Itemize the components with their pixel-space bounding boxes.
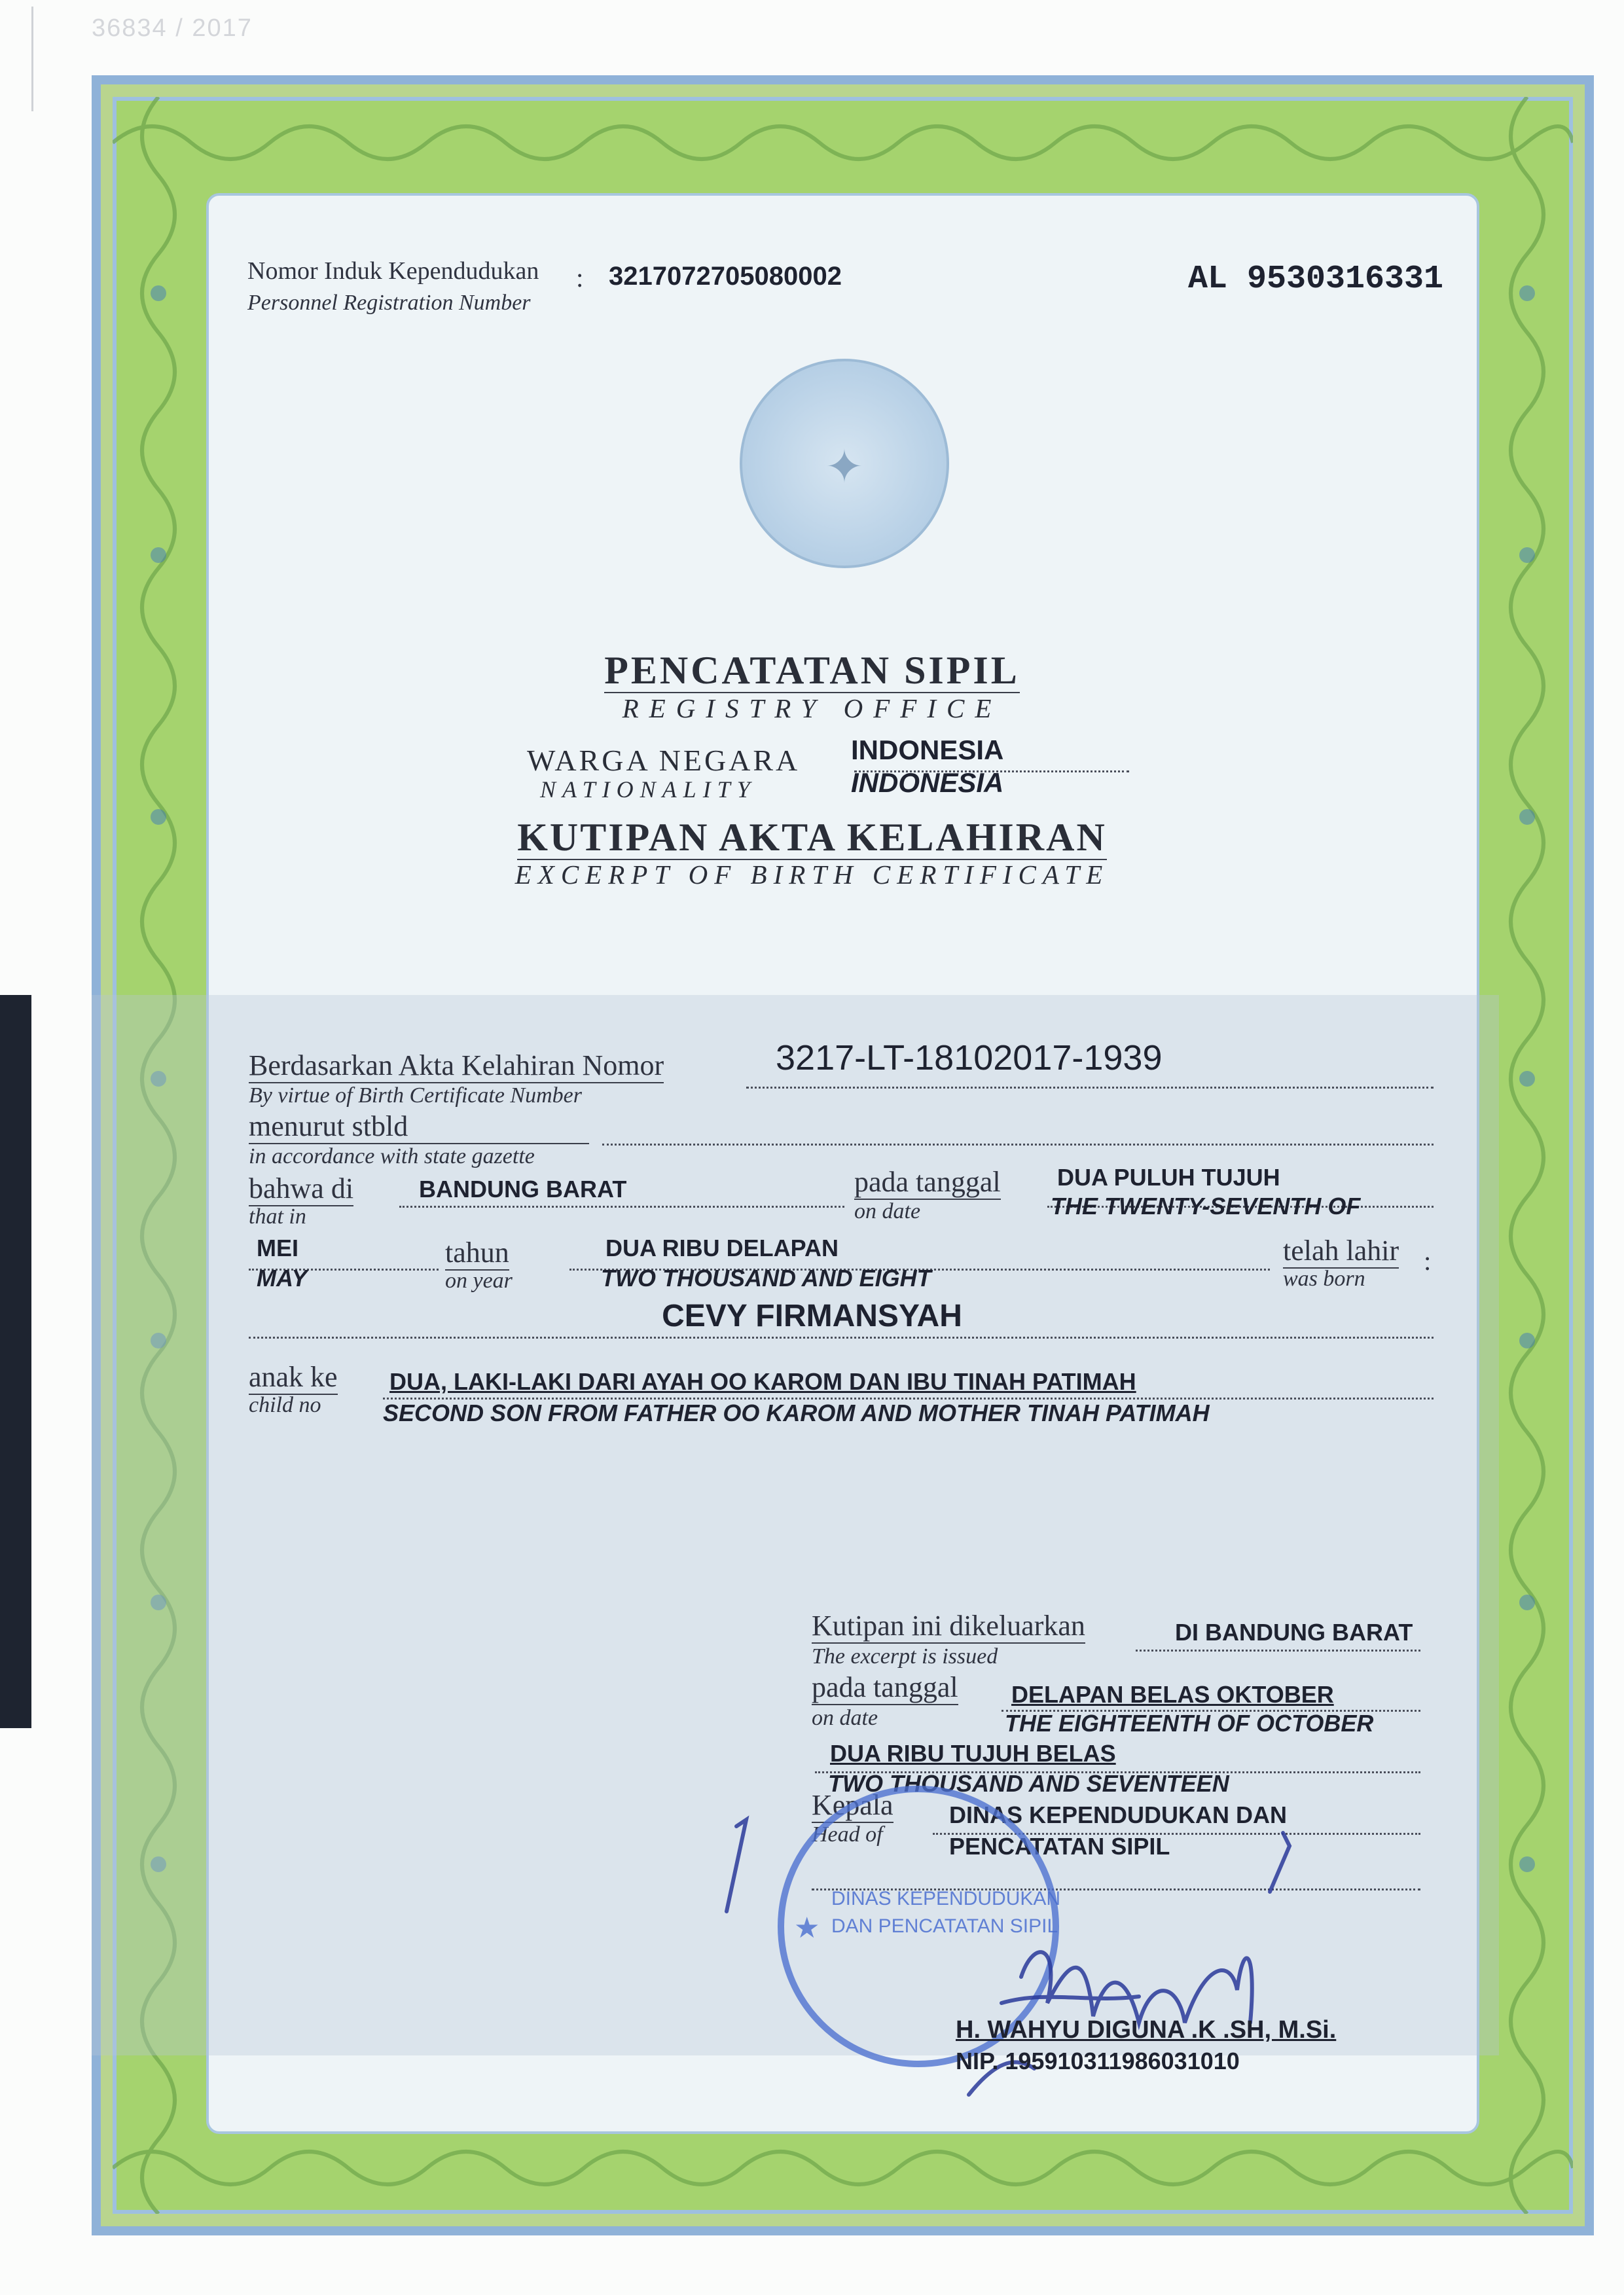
nik-colon: : (576, 262, 584, 293)
child-no-value: DUA, LAKI-LAKI DARI AYAH OO KAROM DAN IBU TINAH PATIMAH (389, 1368, 1136, 1395)
cert-no-label-en: By virtue of Birth Certificate Number (249, 1083, 582, 1108)
scan-shadow (0, 995, 31, 1728)
year-label: tahun (445, 1236, 509, 1271)
garuda-emblem (740, 359, 949, 568)
issue-date-value-en: THE EIGHTEENTH OF OCTOBER (1005, 1710, 1374, 1737)
issued-place: DI BANDUNG BARAT (1175, 1619, 1413, 1646)
official-nip: NIP. 195910311986031010 (956, 2048, 1240, 2074)
nik-value: 3217072705080002 (609, 262, 842, 291)
stamp-line-1: DINAS KEPENDUDUKAN (831, 1888, 1061, 1909)
child-no-label: anak ke (249, 1360, 338, 1395)
nik-label: Nomor Induk Kependudukan (247, 257, 539, 285)
stamp-star-icon: ★ (794, 1912, 820, 1944)
nationality-value: INDONESIA (851, 734, 1004, 765)
stbld-label: menurut stbld (249, 1110, 589, 1144)
issued-label: Kutipan ini dikeluarkan (812, 1609, 1085, 1644)
place-label-en: that in (249, 1204, 306, 1229)
nik-label-en: Personnel Registration Number (247, 291, 531, 315)
nationality-label: WARGA NEGARA (527, 744, 801, 777)
month-value: MEI (257, 1235, 299, 1261)
issue-date-value: DELAPAN BELAS OKTOBER (1011, 1681, 1334, 1708)
cert-no-label: Berdasarkan Akta Kelahiran Nomor (249, 1049, 664, 1083)
document-title-en: EXCERPT OF BIRTH CERTIFICATE (514, 859, 1110, 890)
issue-date-label-en: on date (812, 1706, 878, 1730)
stbld-line (602, 1110, 1434, 1146)
serial-number: AL 9530316331 (1188, 261, 1444, 298)
nationality-label-en: NATIONALITY (540, 776, 757, 803)
born-label-en: was born (1283, 1267, 1365, 1291)
year-label-en: on year (445, 1269, 513, 1293)
child-name: CEVY FIRMANSYAH (662, 1299, 962, 1333)
issued-label-en: The excerpt is issued (812, 1644, 998, 1669)
year-value-en: TWO THOUSAND AND EIGHT (601, 1265, 931, 1292)
child-no-label-en: child no (249, 1393, 321, 1417)
stamp-line-2: DAN PENCATATAN SIPIL (831, 1915, 1058, 1937)
birth-date-value: DUA PULUH TUJUH (1057, 1164, 1280, 1191)
archive-mark: 36834 / 2017 (92, 14, 253, 42)
issue-year-value-en: TWO THOUSAND AND SEVENTEEN (828, 1770, 1229, 1797)
born-label: telah lahir (1283, 1234, 1399, 1269)
document-title: KUTIPAN AKTA KELAHIRAN (517, 816, 1107, 859)
birth-date-value-en: THE TWENTY-SEVENTH OF (1051, 1193, 1361, 1220)
nationality-value-en: INDONESIA (851, 767, 1004, 798)
month-value-en: MAY (257, 1265, 308, 1292)
born-colon: : (1424, 1246, 1432, 1276)
birth-date-label-en: on date (854, 1199, 921, 1223)
child-no-value-en: SECOND SON FROM FATHER OO KAROM AND MOTHER TINAH PATIMAH (383, 1400, 1210, 1426)
issue-date-label: pada tanggal (812, 1671, 958, 1705)
issue-year-value: DUA RIBU TUJUH BELAS (830, 1740, 1116, 1767)
head-label: Kepala (812, 1788, 893, 1823)
head-value-2: PENCATATAN SIPIL (949, 1833, 1170, 1860)
head-value-1: DINAS KEPENDUDUKAN DAN (949, 1801, 1288, 1828)
place-label: bahwa di (249, 1172, 353, 1206)
garuda-icon: ✦ (825, 443, 864, 493)
place-value: BANDUNG BARAT (419, 1176, 627, 1202)
head-label-en: Head of (812, 1822, 883, 1847)
cert-no-value: 3217-LT-18102017-1939 (776, 1038, 1163, 1077)
office-title: PENCATATAN SIPIL (604, 649, 1020, 692)
stbld-label-en: in accordance with state gazette (249, 1144, 535, 1168)
office-title-en: REGISTRY OFFICE (622, 693, 1002, 723)
birth-date-label: pada tanggal (854, 1165, 1001, 1200)
scan-edge (31, 7, 33, 111)
official-name: H. WAHYU DIGUNA .K .SH, M.Si. (956, 2016, 1337, 2044)
year-value: DUA RIBU DELAPAN (605, 1235, 839, 1261)
